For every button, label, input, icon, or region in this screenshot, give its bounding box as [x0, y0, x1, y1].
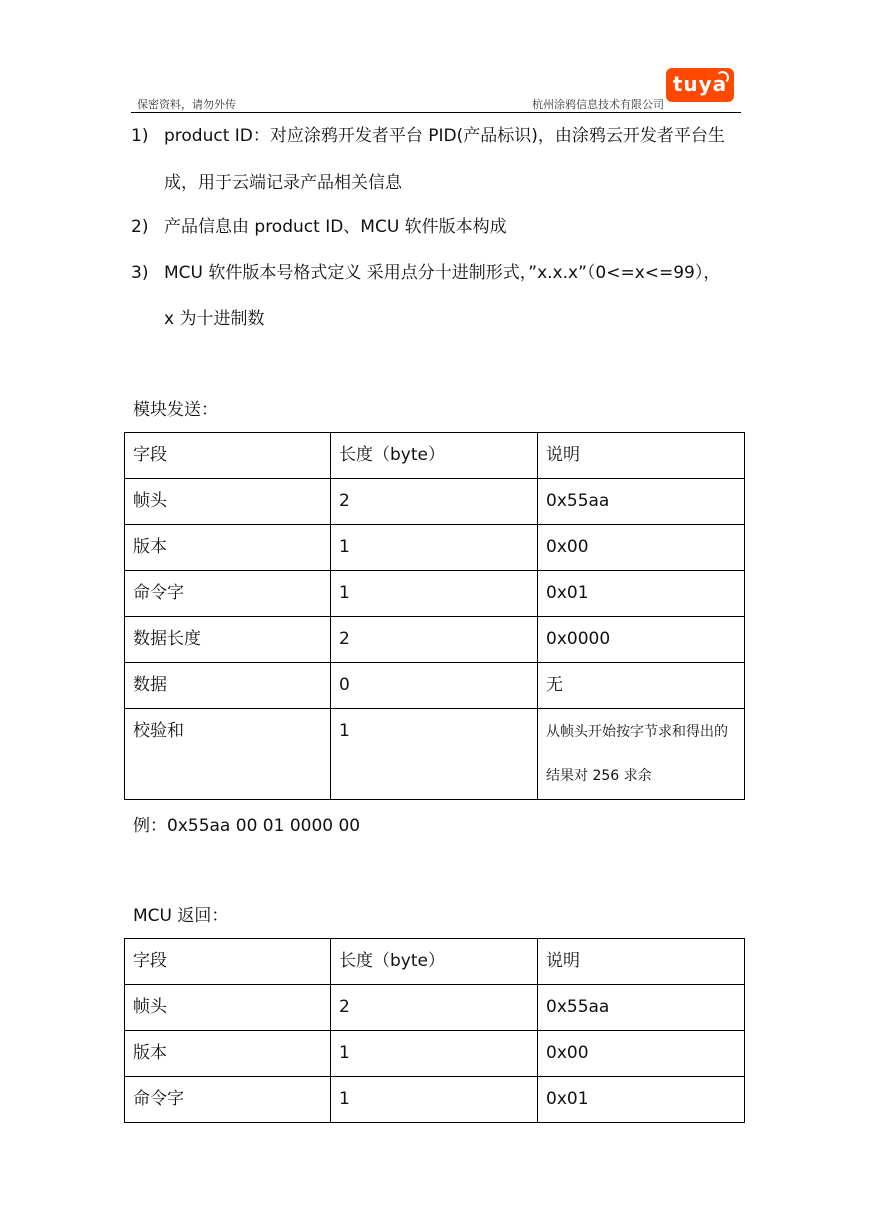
table-row	[125, 571, 745, 617]
table-cell: 1	[331, 525, 538, 571]
table-cell: 0	[331, 663, 538, 709]
table-header-row	[125, 939, 745, 985]
mcu-return-label: MCU 返回：	[133, 906, 229, 926]
table-cell: 0x55aa	[538, 985, 745, 1031]
list-number: 2)	[131, 217, 149, 237]
list-number: 1)	[131, 126, 149, 146]
header-company-name: 杭州涂鸦信息技术有限公司	[532, 98, 664, 111]
table-cell: 数据	[125, 663, 331, 709]
table-header-cell: 长度（byte）	[331, 939, 538, 985]
table-cell: 0x00	[538, 525, 745, 571]
module-send-table	[124, 432, 745, 800]
table-cell: 1	[331, 1077, 538, 1123]
table-row	[125, 617, 745, 663]
table-row	[125, 1031, 745, 1077]
table-cell: 2	[331, 479, 538, 525]
table-row	[125, 709, 745, 800]
table-cell: 0x55aa	[538, 479, 745, 525]
table-cell: 2	[331, 617, 538, 663]
table-cell: 0x0000	[538, 617, 745, 663]
table-header-cell: 长度（byte）	[331, 433, 538, 479]
wifi-arc-icon	[716, 71, 729, 84]
header-confidential-note: 保密资料，请勿外传	[137, 98, 236, 111]
mcu-return-table	[124, 938, 745, 1123]
logo-text: tuya	[672, 72, 728, 96]
header-divider	[131, 112, 741, 113]
table-cell: 数据长度	[125, 617, 331, 663]
list-text: product ID：对应涂鸦开发者平台 PID(产品标识)，由涂鸦云开发者平台生	[164, 126, 725, 146]
table-header-cell: 说明	[538, 433, 745, 479]
table-cell: 1	[331, 1031, 538, 1077]
checksum-desc-line1: 从帧头开始按字节求和得出的	[546, 724, 728, 740]
tuya-logo	[666, 68, 734, 102]
table-header-cell: 说明	[538, 939, 745, 985]
table-cell: 帧头	[125, 479, 331, 525]
list-number: 3)	[131, 263, 149, 283]
module-send-label: 模块发送：	[133, 400, 218, 420]
table-row	[125, 525, 745, 571]
list-text: 产品信息由 product ID、MCU 软件版本构成	[164, 217, 507, 237]
table-cell: 校验和	[125, 709, 331, 800]
table-cell: 帧头	[125, 985, 331, 1031]
table-cell: 0x01	[538, 571, 745, 617]
table-row	[125, 1077, 745, 1123]
table-header-row	[125, 433, 745, 479]
table-cell: 1	[331, 571, 538, 617]
table-header-cell: 字段	[125, 939, 331, 985]
table-row	[125, 985, 745, 1031]
table-cell: 无	[538, 663, 745, 709]
table-cell: 版本	[125, 1031, 331, 1077]
table-row	[125, 479, 745, 525]
list-item-1-continuation: 成，用于云端记录产品相关信息	[164, 173, 402, 193]
table-row	[125, 663, 745, 709]
list-text: MCU 软件版本号格式定义 采用点分十进制形式，”x.x.x”（0<=x<=99），	[164, 263, 721, 283]
table-cell: 命令字	[125, 1077, 331, 1123]
table-cell: 0x00	[538, 1031, 745, 1077]
table-cell-checksum-desc	[538, 709, 745, 800]
table-cell: 0x01	[538, 1077, 745, 1123]
module-send-example: 例：0x55aa 00 01 0000 00	[133, 816, 361, 836]
table-cell: 版本	[125, 525, 331, 571]
table-cell: 1	[331, 709, 538, 800]
table-header-cell: 字段	[125, 433, 331, 479]
table-cell: 命令字	[125, 571, 331, 617]
table-cell: 2	[331, 985, 538, 1031]
checksum-desc-line2: 结果对 256 求余	[546, 768, 652, 784]
list-item-3-continuation: x 为十进制数	[164, 309, 265, 329]
